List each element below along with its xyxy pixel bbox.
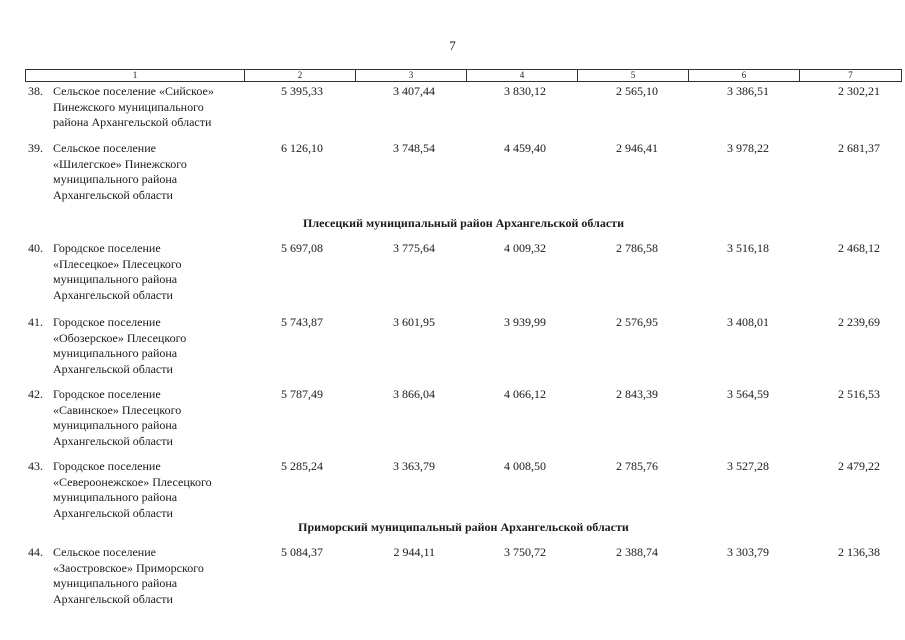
value-col-4: 3 750,72 bbox=[504, 545, 546, 559]
value-col-5: 2 785,76 bbox=[616, 459, 658, 473]
value-col-7: 2 136,38 bbox=[838, 545, 880, 559]
value-col-6: 3 386,51 bbox=[727, 84, 769, 98]
value-col-5: 2 946,41 bbox=[616, 141, 658, 155]
value-col-5: 2 843,39 bbox=[616, 387, 658, 401]
column-header-1: 1 bbox=[132, 70, 138, 80]
column-header-2: 2 bbox=[244, 70, 355, 81]
page-number: 7 bbox=[449, 38, 456, 53]
value-col-7: 2 516,53 bbox=[838, 387, 880, 401]
value-col-7: 2 479,22 bbox=[838, 459, 880, 473]
column-header-5: 5 bbox=[577, 70, 688, 81]
settlement-name: Городское поселение «Североонежское» Плесецкого муниципального района Архангельской области bbox=[53, 459, 212, 520]
row-number: 43. bbox=[28, 459, 43, 473]
value-col-3: 3 407,44 bbox=[393, 84, 435, 98]
value-col-5: 2 786,58 bbox=[616, 241, 658, 255]
settlement-name: Сельское поселение «Сийское» Пинежского муниципального района Архангельской области bbox=[53, 84, 214, 129]
value-col-6: 3 527,28 bbox=[727, 459, 769, 473]
value-col-3: 3 748,54 bbox=[393, 141, 435, 155]
settlement-name: Городское поселение «Савинское» Плесецкого муниципального района Архангельской области bbox=[53, 387, 182, 448]
value-col-4: 4 459,40 bbox=[504, 141, 546, 155]
value-col-4: 4 066,12 bbox=[504, 387, 546, 401]
settlement-name: Сельское поселение «Шилегское» Пинежского муниципального района Архангельской области bbox=[53, 141, 187, 202]
value-col-2: 5 395,33 bbox=[281, 84, 323, 98]
column-header-4: 4 bbox=[466, 70, 577, 81]
section-heading: Плесецкий муниципальный район Архангельской области bbox=[303, 216, 624, 230]
section-heading: Приморский муниципальный район Архангельской области bbox=[298, 520, 629, 534]
value-col-3: 3 601,95 bbox=[393, 315, 435, 329]
value-col-3: 3 866,04 bbox=[393, 387, 435, 401]
row-number: 41. bbox=[28, 315, 43, 329]
row-number: 40. bbox=[28, 241, 43, 255]
value-col-4: 3 939,99 bbox=[504, 315, 546, 329]
value-col-7: 2 302,21 bbox=[838, 84, 880, 98]
settlement-name: Сельское поселение «Заостровское» Приморского муниципального района Архангельской области bbox=[53, 545, 204, 606]
value-col-3: 2 944,11 bbox=[393, 545, 435, 559]
value-col-2: 5 787,49 bbox=[281, 387, 323, 401]
value-col-6: 3 408,01 bbox=[727, 315, 769, 329]
value-col-4: 4 008,50 bbox=[504, 459, 546, 473]
settlement-name: Городское поселение «Обозерское» Плесецкого муниципального района Архангельской области bbox=[53, 315, 187, 376]
row-number: 38. bbox=[28, 84, 43, 98]
row-number: 42. bbox=[28, 387, 43, 401]
value-col-2: 6 126,10 bbox=[281, 141, 323, 155]
column-header-6: 6 bbox=[688, 70, 799, 81]
value-col-5: 2 565,10 bbox=[616, 84, 658, 98]
value-col-5: 2 576,95 bbox=[616, 315, 658, 329]
value-col-4: 3 830,12 bbox=[504, 84, 546, 98]
value-col-7: 2 468,12 bbox=[838, 241, 880, 255]
table-header bbox=[25, 69, 902, 82]
value-col-5: 2 388,74 bbox=[616, 545, 658, 559]
settlement-name: Городское поселение «Плесецкое» Плесецкого муниципального района Архангельской области bbox=[53, 241, 182, 302]
value-col-2: 5 743,87 bbox=[281, 315, 323, 329]
value-col-7: 2 681,37 bbox=[838, 141, 880, 155]
value-col-2: 5 084,37 bbox=[281, 545, 323, 559]
row-number: 44. bbox=[28, 545, 43, 559]
column-header-7: 7 bbox=[799, 70, 901, 81]
column-header-3: 3 bbox=[355, 70, 466, 81]
value-col-6: 3 303,79 bbox=[727, 545, 769, 559]
value-col-2: 5 285,24 bbox=[281, 459, 323, 473]
value-col-6: 3 516,18 bbox=[727, 241, 769, 255]
value-col-4: 4 009,32 bbox=[504, 241, 546, 255]
value-col-2: 5 697,08 bbox=[281, 241, 323, 255]
value-col-6: 3 978,22 bbox=[727, 141, 769, 155]
row-number: 39. bbox=[28, 141, 43, 155]
value-col-7: 2 239,69 bbox=[838, 315, 880, 329]
value-col-3: 3 363,79 bbox=[393, 459, 435, 473]
value-col-6: 3 564,59 bbox=[727, 387, 769, 401]
value-col-3: 3 775,64 bbox=[393, 241, 435, 255]
